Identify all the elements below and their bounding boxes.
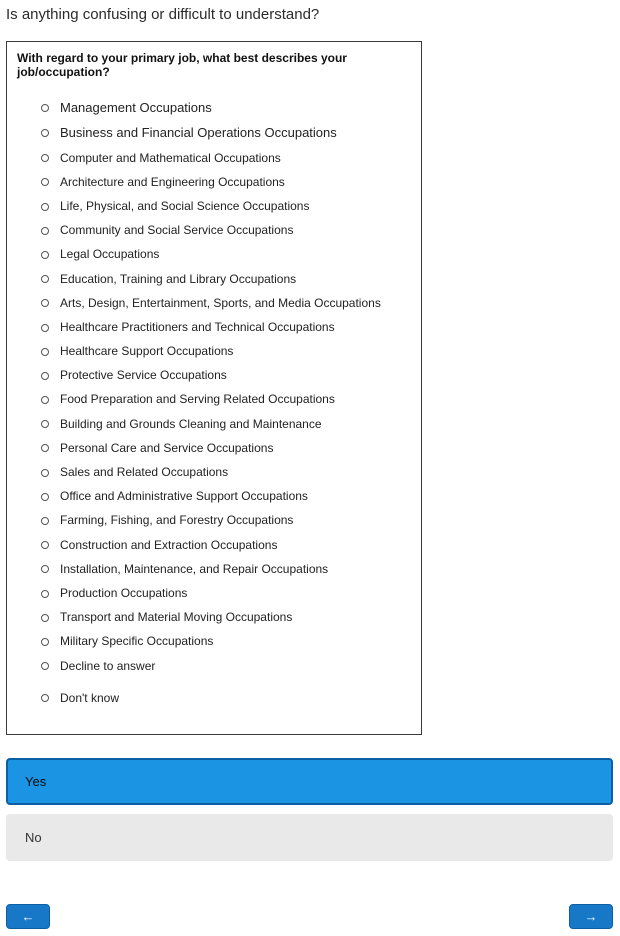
radio-option[interactable] — [41, 692, 411, 705]
radio-option[interactable] — [41, 539, 411, 552]
radio-option[interactable] — [41, 611, 411, 624]
radio-option[interactable] — [41, 393, 411, 406]
radio-option[interactable] — [41, 126, 411, 140]
radio-icon[interactable] — [41, 178, 49, 186]
radio-option-label: Computer and Mathematical Occupations — [60, 150, 281, 165]
radio-option[interactable] — [41, 442, 411, 455]
radio-option-label: Healthcare Practitioners and Technical Occupations — [60, 319, 335, 334]
radio-option-label: Military Specific Occupations — [60, 634, 214, 649]
radio-option[interactable] — [41, 635, 411, 648]
next-button[interactable] — [569, 904, 613, 929]
back-button[interactable] — [6, 904, 50, 929]
radio-option[interactable] — [41, 587, 411, 600]
survey-question-text: With regard to your primary job, what best describes your job/occupation? — [17, 51, 347, 79]
radio-option-label: Architecture and Engineering Occupations — [60, 174, 285, 189]
radio-icon[interactable] — [41, 129, 49, 137]
radio-icon[interactable] — [41, 444, 49, 452]
radio-icon[interactable] — [41, 299, 49, 307]
radio-option[interactable] — [41, 369, 411, 382]
radio-icon[interactable] — [41, 154, 49, 162]
radio-icon[interactable] — [41, 638, 49, 646]
radio-icon[interactable] — [41, 614, 49, 622]
radio-option-label: Personal Care and Service Occupations — [60, 440, 274, 455]
radio-icon[interactable] — [41, 251, 49, 259]
radio-option[interactable] — [41, 101, 411, 115]
radio-option-label: Community and Social Service Occupations — [60, 223, 294, 238]
back-arrow-icon: ← — [21, 909, 35, 924]
answer-label: Yes — [25, 773, 47, 789]
radio-option-label: Protective Service Occupations — [60, 368, 227, 383]
radio-icon[interactable] — [41, 694, 49, 702]
radio-option-label: Healthcare Support Occupations — [60, 344, 234, 359]
navigation-bar — [0, 904, 620, 929]
radio-option-label: Life, Physical, and Social Science Occupations — [60, 198, 310, 213]
radio-option[interactable] — [41, 248, 411, 261]
radio-icon[interactable] — [41, 493, 49, 501]
radio-icon[interactable] — [41, 203, 49, 211]
radio-option-label: Office and Administrative Support Occupations — [60, 489, 308, 504]
radio-option-label: Transport and Material Moving Occupations — [60, 610, 293, 625]
radio-option[interactable] — [41, 224, 411, 237]
radio-option-label: Construction and Extraction Occupations — [60, 537, 278, 552]
radio-option-label: Farming, Fishing, and Forestry Occupations — [60, 513, 294, 528]
radio-icon[interactable] — [41, 662, 49, 670]
radio-option-label: Don't know — [60, 690, 119, 705]
next-arrow-icon: → — [584, 909, 598, 924]
radio-option-label: Installation, Maintenance, and Repair Occupations — [60, 561, 329, 576]
embedded-survey-preview — [6, 41, 422, 735]
radio-icon[interactable] — [41, 275, 49, 283]
radio-option[interactable] — [41, 418, 411, 431]
radio-option[interactable] — [41, 514, 411, 527]
radio-option-label: Legal Occupations — [60, 247, 160, 262]
radio-option[interactable] — [41, 200, 411, 213]
radio-icon[interactable] — [41, 517, 49, 525]
radio-option-label: Food Preparation and Serving Related Occupations — [60, 392, 335, 407]
answer-label: No — [25, 829, 42, 845]
radio-icon[interactable] — [41, 541, 49, 549]
radio-option[interactable] — [41, 176, 411, 189]
answer-choices — [6, 758, 613, 861]
radio-option-label: Decline to answer — [60, 658, 156, 673]
radio-icon[interactable] — [41, 396, 49, 404]
radio-icon[interactable] — [41, 227, 49, 235]
radio-option[interactable] — [41, 466, 411, 479]
survey-options-list — [17, 101, 411, 705]
radio-icon[interactable] — [41, 565, 49, 573]
radio-option-label: Production Occupations — [60, 585, 188, 600]
radio-option[interactable] — [41, 321, 411, 334]
radio-icon[interactable] — [41, 348, 49, 356]
radio-option-label: Business and Financial Operations Occupations — [60, 125, 337, 141]
radio-option[interactable] — [41, 152, 411, 165]
radio-option[interactable] — [41, 490, 411, 503]
radio-icon[interactable] — [41, 324, 49, 332]
answer-yes-button[interactable] — [6, 758, 613, 805]
radio-icon[interactable] — [41, 590, 49, 598]
radio-option-label: Arts, Design, Entertainment, Sports, and Media Occupations — [60, 295, 381, 310]
radio-option[interactable] — [41, 297, 411, 310]
page-question: Is anything confusing or difficult to understand? — [6, 6, 320, 23]
answer-no-button[interactable] — [6, 814, 613, 861]
radio-option-label: Sales and Related Occupations — [60, 465, 229, 480]
radio-icon[interactable] — [41, 420, 49, 428]
radio-icon[interactable] — [41, 104, 49, 112]
radio-icon[interactable] — [41, 469, 49, 477]
radio-option[interactable] — [41, 563, 411, 576]
radio-option[interactable] — [41, 273, 411, 286]
radio-option-label: Education, Training and Library Occupations — [60, 271, 297, 286]
radio-option[interactable] — [41, 660, 411, 673]
radio-icon[interactable] — [41, 372, 49, 380]
radio-option-label: Management Occupations — [60, 100, 212, 115]
radio-option[interactable] — [41, 345, 411, 358]
radio-option-label: Building and Grounds Cleaning and Maintenance — [60, 416, 322, 431]
